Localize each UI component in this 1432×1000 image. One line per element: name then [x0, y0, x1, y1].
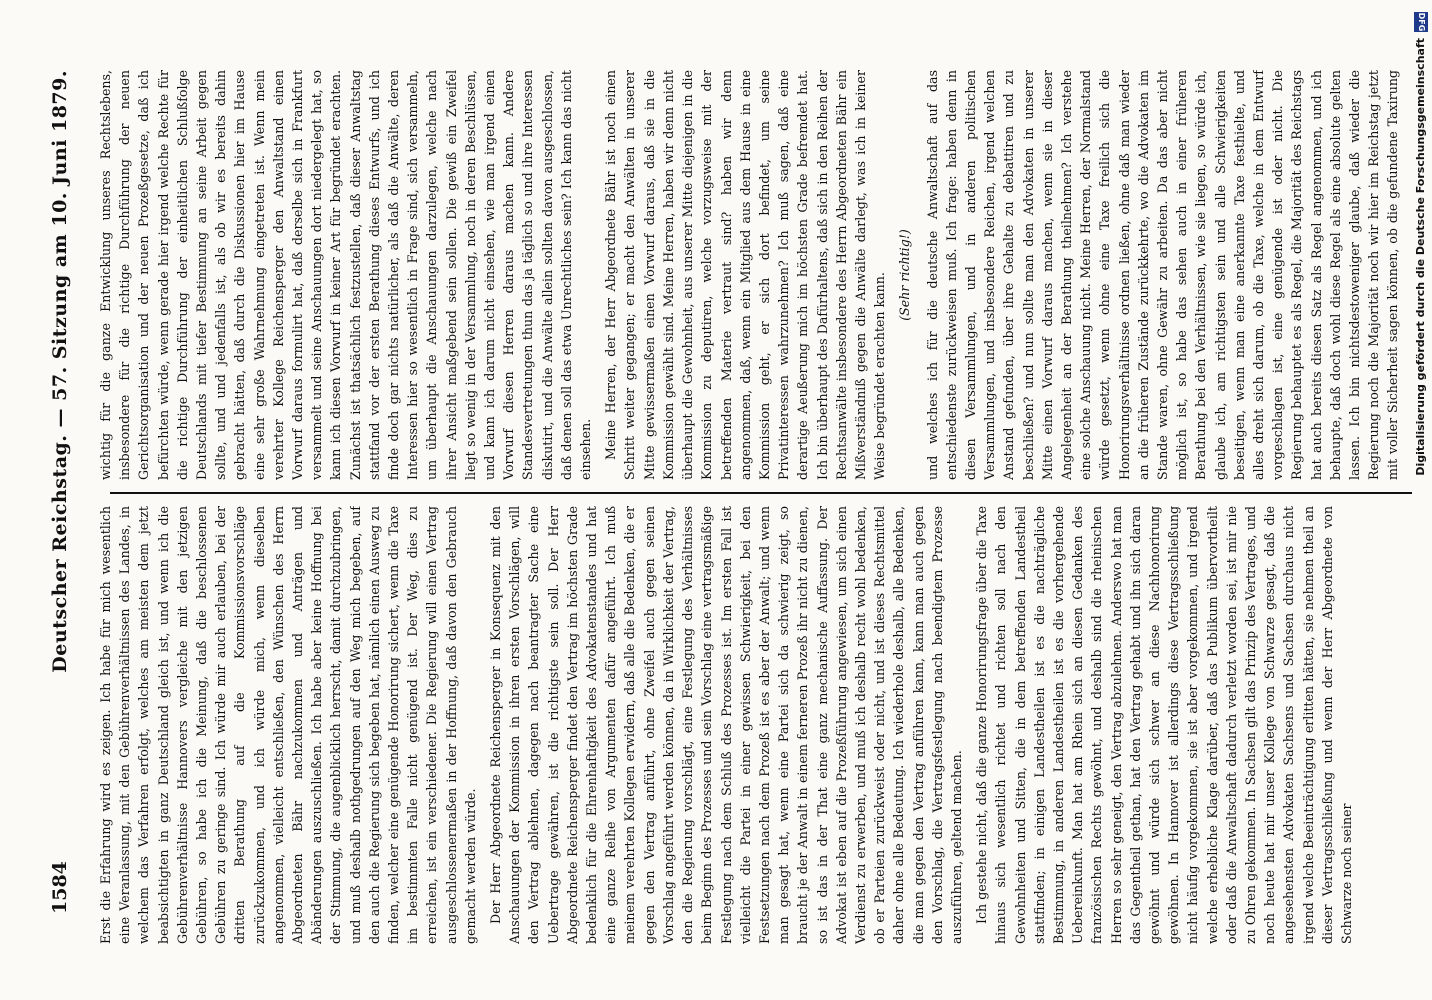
- text-column-right: [96, 506, 1402, 944]
- page-header: [40, 70, 80, 914]
- paragraph: wichtig für die ganze Entwicklung unseres Rechtslebens, insbesondere für die richtige Durchführung der neuen Gerichtsorganisation und der neuen Prozeßgesetze, daß ich befürchten würde, wenn gerade hier irgend welche Rechte für die richtige Durchführung der einheitlichen Schlußfolge Deutschlands mit tiefer Bestimmung an seine Arbeit gegen sollte, und und jedenfalls ist, als ob wir es bereits dahin gebracht hätten, daß durch die Diskussionen hier im Hause eine sehr große Wahrnehmung eingetreten ist. Wenn mein verehrter Kollege Reichensperger den Anwaltstand einen Vorwurf daraus formulirt hat, daß derselbe sich in Frankfurt versammelt und seine Anschauungen dort niedergelegt hat, so kann ich diesen Vorwurf in keiner Art für begründet erachten. Zunächst ist thatsächlich festzustellen, daß dieser Anwaltstag stattfand vor der ersten Berathung dieses Entwurfs, und ich finde doch gar nichts natürlicher, als daß die Anwälte, deren Interessen hier so wesentlich in Frage sind, sich versammeln, um überhaupt die Anschauungen darzulegen, welche nach ihrer Ansicht maßgebend sein sollen. Die gewiß ein Zweifel liegt so wenig in der Versammlung, noch in deren Beschlüssen, und kann ich darum nicht einsehen, wie man irgend einen Vorwurf diesen Herren daraus machen kann. Andere Standesvertretungen thun das ja täglich so und ihre Interessen diskutirt, und die Anwälte allein sollten davon ausgeschlossen, daß denen soll das etwa Unrechtliches sein? Ich kann das nicht einsehen.: [98, 70, 594, 480]
- interjection: (Sehr richtig!): [897, 229, 913, 321]
- paragraph: und welches ich für die deutsche Anwaltschaft auf das entschiedenste zurückweisen muß. Ich frage: haben denn in diesen Versammlungen, und in anderen politischen Versammlungen, und insbesondere Reichen, irgend welchen Anstand gefunden, über ihre Gehalte zu debattiren und zu beschließen? und nun sollte man den Advokaten in unserer Mitte einen Vorwurf daraus machen, wenn sie in dieser Angelegenheit an der Berathung theilnehmen? Ich verstehe eine solche Anschauung nicht. Meine Herren, der Normalstand würde gesetzt, wenn ohne eine Taxe freilich sich die Honorirungsverhältnisse ordnen ließen, ohne daß man wieder an die früheren Zustände zurückkehrte, wo die Advokaten im Stande waren, ohne Gewähr zu arbeiten. Da das aber nicht möglich ist, so habe das sehen auch in einer früheren Berathung bei den Verhältnissen, wie sie liegen, so würde ich, glaube ich, am richtigsten sein und alle Schwierigkeiten beseitigen, wenn man eine anerkannte Taxe festhielte, und alles dreht sich darum, ob die Taxe, welche in dem Entwurf vorgeschlagen ist, eine genügende ist oder nicht. Die Regierung behauptet es als Regel, die Majorität des Reichstags hat auch bereits diesen Satz als Regel angenommen, und ich behaupte, daß doch wohl diese Regel als eine absolute gelten lassen. Ich bin nichtsdestoweniger glaube, daß wieder die Regierung noch die Majorität noch wir hier im Reichstag jetzt mit voller Sicherheit sagen können, ob die gefundene Taxirung: [924, 70, 1401, 480]
- paragraph: Meine Herren, der Herr Abgeordnete Bähr ist noch einen Schritt weiter gegangen; er macht den Anwälten in unserer Mitte gewissermaßen einen Vorwurf daraus, daß sie in die Kommission gewählt sind. Meine Herren, haben wir denn nicht überhaupt die Gewohnheit, aus unserer Mitte diejenigen in die Kommission zu deputiren, welche vorzugsweise mit der betreffenden Materie vertraut sind? haben wir denn angenommen, daß, wenn ein Mitglied aus dem Hause in eine Kommission geht, er sich dort befindet, um seine Privatinteressen wahrzunehmen? Ich muß sagen, daß eine derartige Aeußerung mich im höchsten Grade befremdet hat. Ich bin überhaupt des Dafürhaltens, daß sich in den Reihen der Rechtsanwälte insbesondere des Herrn Abgeordneten Bähr ein Mißverständniß gegen die Anwälte darlegt, was ich in keiner Weise begründet erachten kann.: [603, 70, 888, 480]
- page-body: [0, 70, 1432, 944]
- paragraph: Der Herr Abgeordnete Reichensperger in Konsequenz mit den Anschauungen der Kommission in ihren ersten Vorschlägen, will den Vertrag ablehnen, dagegen nach beantragter Sache eine Uebertrage gewähren, ist die richtigste sein soll. Der Herr Abgeordnete Reichensperger findet den Vertrag im höchsten Grade bedenklich für die Ehrenhaftigkeit des Advokatenstandes und hat eine ganze Reihe von Argumenten dafür angeführt. Ich muß meinem verehrten Kollegen erwidern, daß alle die Bedenken, die er gegen den Vertrag anführt, ohne Zweifel auch gegen seinen Vorschlag angeführt werden können, da in Wirklichkeit der Vertrag, den die Regierung vorschlägt, eine Festlegung des Verhältnisses beim Beginn des Prozesses und sein Vorschlag eine vertragsmäßige Festlegung nach dem Schluß des Prozesses ist. Im ersten Fall ist vielleicht die Partei in einer gewissen Schwierigkeit, bei den Festsetzungen nach dem Prozeß ist es aber der Anwalt; und wenn man gesagt hat, wenn eine Partei sich da schwierig zeigt, so braucht je der Anwalt in einem ferneren Prozeß ihr nicht zu dienen, so ist das in der That eine ganz mechanische Auffassung. Der Advokat ist eben auf die Prozeßführung angewiesen, um sich einen Verdienst zu erwerben, und muß ich deshalb recht wohl bedenken, ob er Parteien zurückweist oder nicht, und ist dieses Rechtsmittel daher ohne alle Bedeutung. Ich wiederhole deshalb, alle Bedenken, die man gegen den Vertrag anführen kann, kann man auch gegen den Vorschlag, die Vertragsfestlegung nach beendigtem Prozesse auszuführen, geltend machen.: [488, 506, 964, 944]
- paragraph: Ich gestehe nicht, daß die ganze Honorirungsfrage über die Taxe hinaus sich wesentlich richtet und richten soll nach den Gewohnheiten und Sitten, die in dem betreffenden Landestheil stattfinden; in einigen Landestheilen ist es die nachträgliche Bestimmung, in anderen Landestheilen ist es die vorhergehende Uebereinkunft. Man hat am Rhein sich an diesen Gedanken des französischen Rechts gewöhnt, und deshalb sind die rheinischen Herren so sehr geneigt, den Vertrag abzulehnen. Anderswo hat man das Gegentheil gethan, hat den Vertrag gehabt und ihn sich daran gewöhnt und würde sich schwer an diese Nachhonorirung gewöhnen. In Hannover ist allerdings diese Vertragsschließung nicht häufig vorgekommen, sie ist aber vorgekommen, und irgend welche erhebliche Klage darüber, daß das Publikum übervortheilt oder daß die Anwaltschaft dadurch verletzt worden sei, ist mir nie zu Ohren gekommen. In Sachsen gilt das Prinzip des Vertrages, und noch heute hat mir unser Kollege von Schwarze gesagt, daß die angesehensten Advokaten Sachsens und Sachsen durchaus nicht irgend welche Beeinträchtigung erlitten hätten, sie nehmen theil an dieser Vertragsschließung und wenn der Herr Abgeordnete von Schwarze noch seiner: [974, 506, 1354, 944]
- column-divider: [110, 492, 1412, 494]
- page-number: 1584: [49, 861, 71, 914]
- digitization-credit: Digitalisierung gefördert durch die Deutsche Forschungsgemeinschaft: [1414, 38, 1428, 476]
- paragraph: Erst die Erfahrung wird es zeigen. Ich habe für mich wesentlich eine Veranlassung, mit den Gebührenverhältnissen des Landes, in welchem das Verfahren erfolgt, welches am meisten dem jetzt beabsichtigten in ganz Deutschland gleich ist, und wenn ich die Gebührenverhältnisse Hannovers vergleiche mit den jetzigen Gebühren, so habe ich die Meinung, daß die beschlossenen Gebühren zu geringe sind. Ich würde mir auch erlauben, bei der dritten Berathung auf die Kommissionsvorschläge zurückzukommen, und ich würde mich, wenn dieselben angenommen, vielleicht entschließen, den Wünschen des Herrn Abgeordneten Bähr nachzukommen und Anträgen und Abänderungen auszuschließen. Ich habe aber keine Hoffnung bei der Stimmung, die augenblicklich herrscht, damit durchzubringen, und muß deshalb nothgedrungen auf den Weg mich begeben, auf den auch die Regierung sich begeben hat, nämlich einen Ausweg zu finden, welcher eine genügende Honorirung sichert, wenn die Taxe im bestimmten Falle nicht genügend ist. Der Weg, dies zu erreichen, ist ein verschiedener. Die Regierung will einen Vertrag ausgeschlossenermaßen in der Hoffnung, daß davon den Gebrauch gemacht werden würde.: [98, 506, 478, 944]
- page-title: Deutscher Reichstag. — 57. Sitzung am 10. Juni 1879.: [49, 70, 71, 673]
- dfg-logo-icon: DFG: [1414, 12, 1428, 32]
- text-column-left: [96, 70, 1402, 480]
